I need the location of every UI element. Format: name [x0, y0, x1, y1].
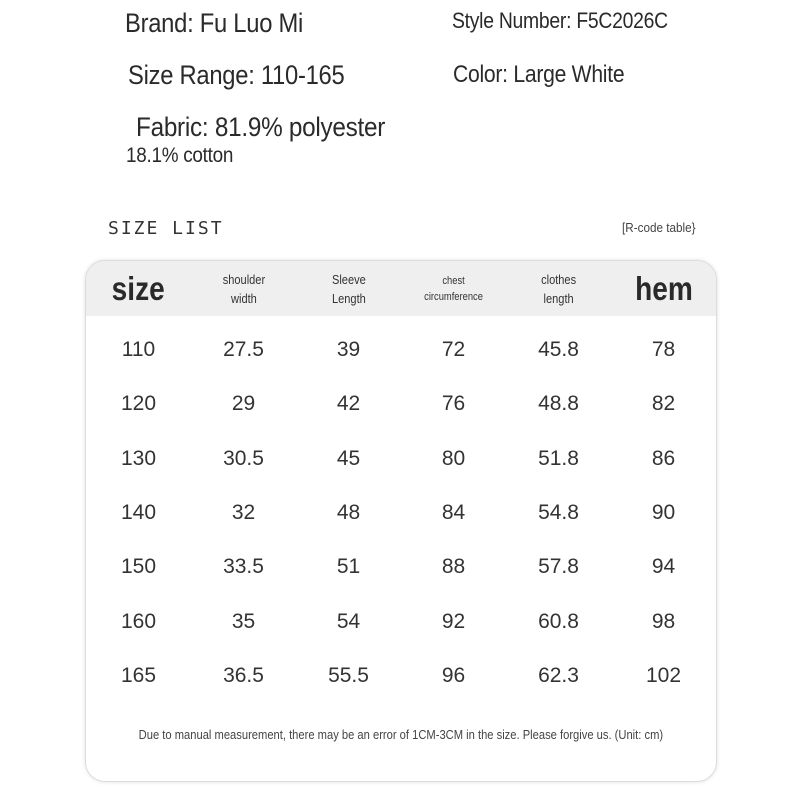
- cell-chest-circumference: 96: [441, 663, 466, 687]
- fabric-text-continued: 18.1% cotton: [126, 144, 234, 167]
- cell-chest-circumference: 88: [441, 555, 466, 579]
- cell-hem: 98: [651, 609, 676, 633]
- r-code-table-label: [R-code table}: [622, 220, 696, 235]
- cell-shoulder-width: 30.5: [223, 446, 264, 470]
- cell-chest-circumference: 92: [441, 609, 466, 633]
- cell-shoulder-width: 27.5: [223, 338, 264, 361]
- style-number-text: Style Number: F5C2026C: [452, 8, 668, 33]
- cell-clothes-length: 54.8: [538, 500, 579, 524]
- cell-size: 130: [120, 446, 157, 470]
- table-row: [86, 323, 716, 377]
- cell-chest-circumference: 72: [441, 338, 466, 361]
- cell-sleeve-length: 45: [336, 446, 361, 470]
- cell-size: 140: [120, 500, 157, 524]
- header-chest-circumference: chest circumference: [424, 274, 483, 303]
- cell-clothes-length: 48.8: [538, 392, 579, 416]
- cell-clothes-length: 45.8: [538, 338, 579, 361]
- cell-clothes-length: 60.8: [538, 609, 579, 633]
- cell-shoulder-width: 35: [231, 609, 256, 633]
- header-hem: hem: [634, 269, 693, 307]
- cell-shoulder-width: 29: [231, 392, 256, 416]
- cell-size: 120: [120, 392, 157, 416]
- cell-sleeve-length: 51: [336, 555, 361, 579]
- cell-hem: 94: [651, 555, 676, 579]
- header-shoulder-width: shoulder width: [222, 271, 265, 306]
- cell-hem: 90: [651, 500, 676, 524]
- cell-shoulder-width: 33.5: [223, 555, 264, 579]
- cell-sleeve-length: 55.5: [328, 663, 369, 687]
- cell-sleeve-length: 54: [336, 609, 361, 633]
- cell-size: 150: [120, 555, 157, 579]
- cell-size: 165: [120, 663, 157, 687]
- size-table-card: [85, 260, 717, 782]
- cell-hem: 78: [651, 338, 676, 361]
- cell-clothes-length: 62.3: [538, 663, 579, 687]
- header-size: size: [111, 269, 166, 307]
- table-row: [86, 486, 716, 540]
- cell-size: 110: [121, 338, 156, 361]
- fabric-text: Fabric: 81.9% polyester: [136, 112, 386, 142]
- color-text: Color: Large White: [453, 61, 625, 88]
- cell-sleeve-length: 48: [336, 500, 361, 524]
- cell-clothes-length: 57.8: [538, 555, 579, 579]
- brand-text: Brand: Fu Luo Mi: [125, 8, 304, 38]
- cell-hem: 102: [645, 663, 682, 687]
- cell-hem: 86: [651, 446, 676, 470]
- cell-sleeve-length: 39: [336, 338, 361, 361]
- cell-shoulder-width: 36.5: [223, 663, 264, 687]
- size-list-title: SIZE LIST: [108, 218, 224, 239]
- table-header-row: [86, 261, 716, 316]
- measurement-note: Due to manual measurement, there may be an error of 1CM-3CM in the size. Please forgive us. (Unit: cm): [138, 727, 664, 742]
- header-clothes-length: clothes length: [540, 271, 577, 306]
- table-row: [86, 432, 716, 486]
- header-sleeve-length: Sleeve Length: [331, 271, 366, 306]
- cell-clothes-length: 51.8: [538, 446, 579, 470]
- size-range-text: Size Range: 110-165: [128, 60, 345, 90]
- cell-size: 160: [120, 609, 157, 633]
- table-row: [86, 595, 716, 649]
- table-row: [86, 540, 716, 594]
- cell-chest-circumference: 80: [441, 446, 466, 470]
- cell-shoulder-width: 32: [231, 500, 256, 524]
- cell-hem: 82: [651, 392, 676, 416]
- cell-sleeve-length: 42: [336, 392, 361, 416]
- table-row: [86, 377, 716, 431]
- cell-chest-circumference: 84: [441, 500, 466, 524]
- cell-chest-circumference: 76: [441, 392, 466, 416]
- table-row: [86, 649, 716, 703]
